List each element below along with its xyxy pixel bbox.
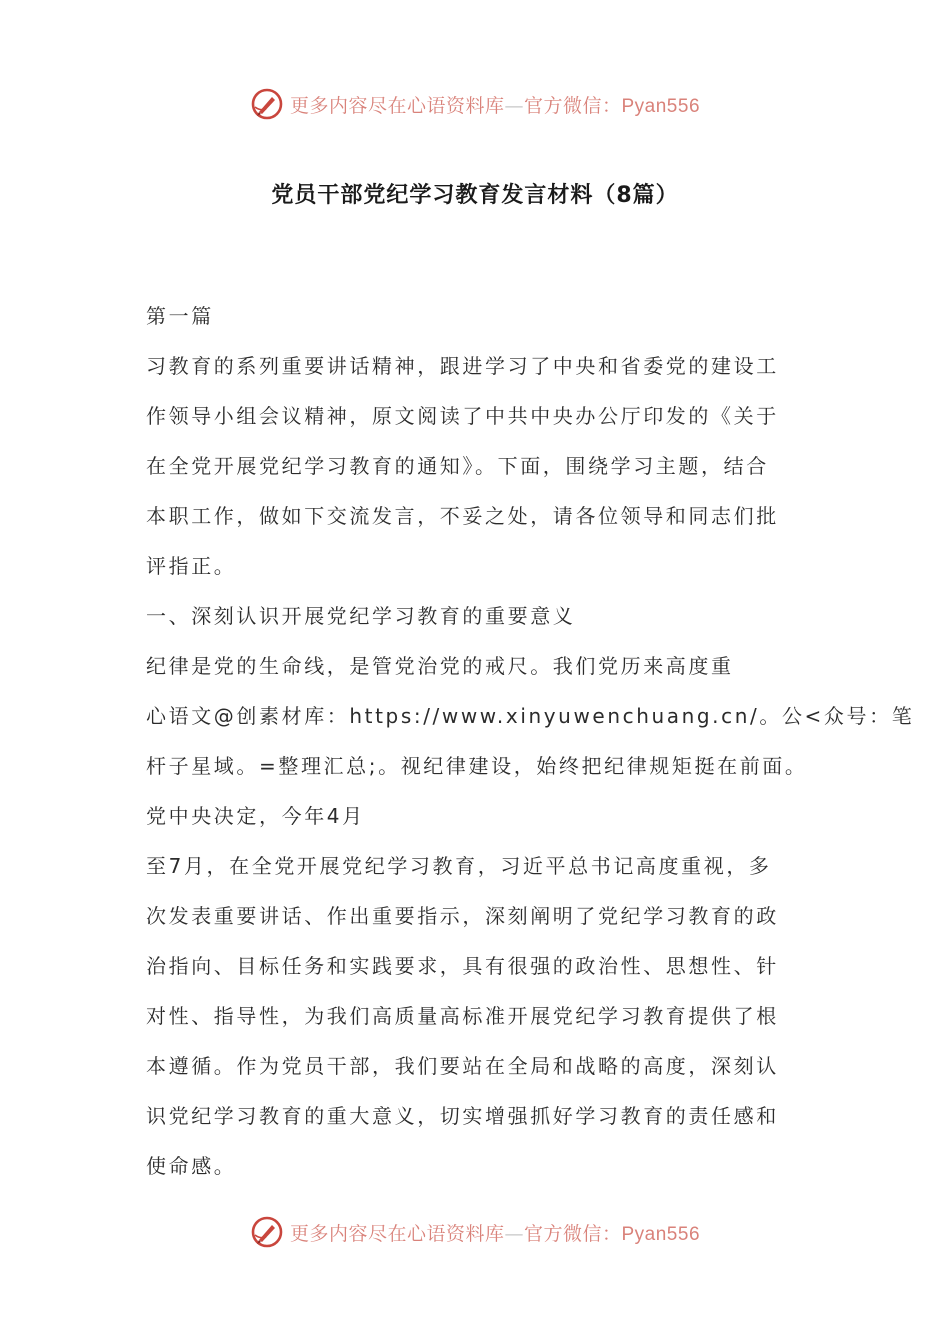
text-line: 在全党开展党纪学习教育的通知》。下面，围绕学习主题，结合 xyxy=(146,454,769,478)
text-line: 识党纪学习教育的重大意义，切实增强抓好学习教育的责任感和 xyxy=(146,1104,779,1128)
text-line: 评指正。 xyxy=(146,554,237,578)
text-line: 至7月，在全党开展党纪学习教育，习近平总书记高度重视，多 xyxy=(146,854,772,878)
text-line: 本职工作，做如下交流发言，不妥之处，请各位领导和同志们批 xyxy=(146,504,779,528)
text-line: 习教育的系列重要讲话精神，跟进学习了中央和省委党的建设工 xyxy=(146,354,779,378)
text-line: 作领导小组会议精神，原文阅读了中共中央办公厅印发的《关于 xyxy=(146,404,779,428)
watermark-text: 更多内容尽在心语资料库—官方微信：Pyan556 xyxy=(289,94,701,117)
watermark-banner-bottom xyxy=(0,1212,950,1252)
document-body xyxy=(146,298,915,1198)
page-title: 党员干部党纪学习教育发言材料（8篇） xyxy=(271,183,679,208)
text-line: 一、深刻认识开展党纪学习教育的重要意义 xyxy=(146,604,576,628)
text-line: 本遵循。作为党员干部，我们要站在全局和战略的高度，深刻认 xyxy=(146,1054,779,1078)
pen-logo-icon xyxy=(250,87,284,121)
text-line: 心语文@创素材库：https://www.xinyuwenchuang.cn/。公<众号：笔 xyxy=(146,704,915,728)
text-line: 使命感。 xyxy=(146,1154,237,1178)
text-line: 杆子星域。=整理汇总;。视纪律建设，始终把纪律规矩挺在前面。 xyxy=(146,754,808,778)
text-line: 党中央决定，今年4月 xyxy=(146,804,365,828)
pen-logo-icon xyxy=(250,1215,284,1249)
text-line: 纪律是党的生命线，是管党治党的戒尺。我们党历来高度重 xyxy=(146,654,734,678)
watermark-banner-top xyxy=(0,84,950,124)
text-line: 次发表重要讲话、作出重要指示，深刻阐明了党纪学习教育的政 xyxy=(146,904,779,928)
text-line: 第一篇 xyxy=(146,304,214,328)
watermark-text: 更多内容尽在心语资料库—官方微信：Pyan556 xyxy=(289,1222,701,1245)
text-line: 治指向、目标任务和实践要求，具有很强的政治性、思想性、针 xyxy=(146,954,779,978)
text-line: 对性、指导性，为我们高质量高标准开展党纪学习教育提供了根 xyxy=(146,1004,779,1028)
